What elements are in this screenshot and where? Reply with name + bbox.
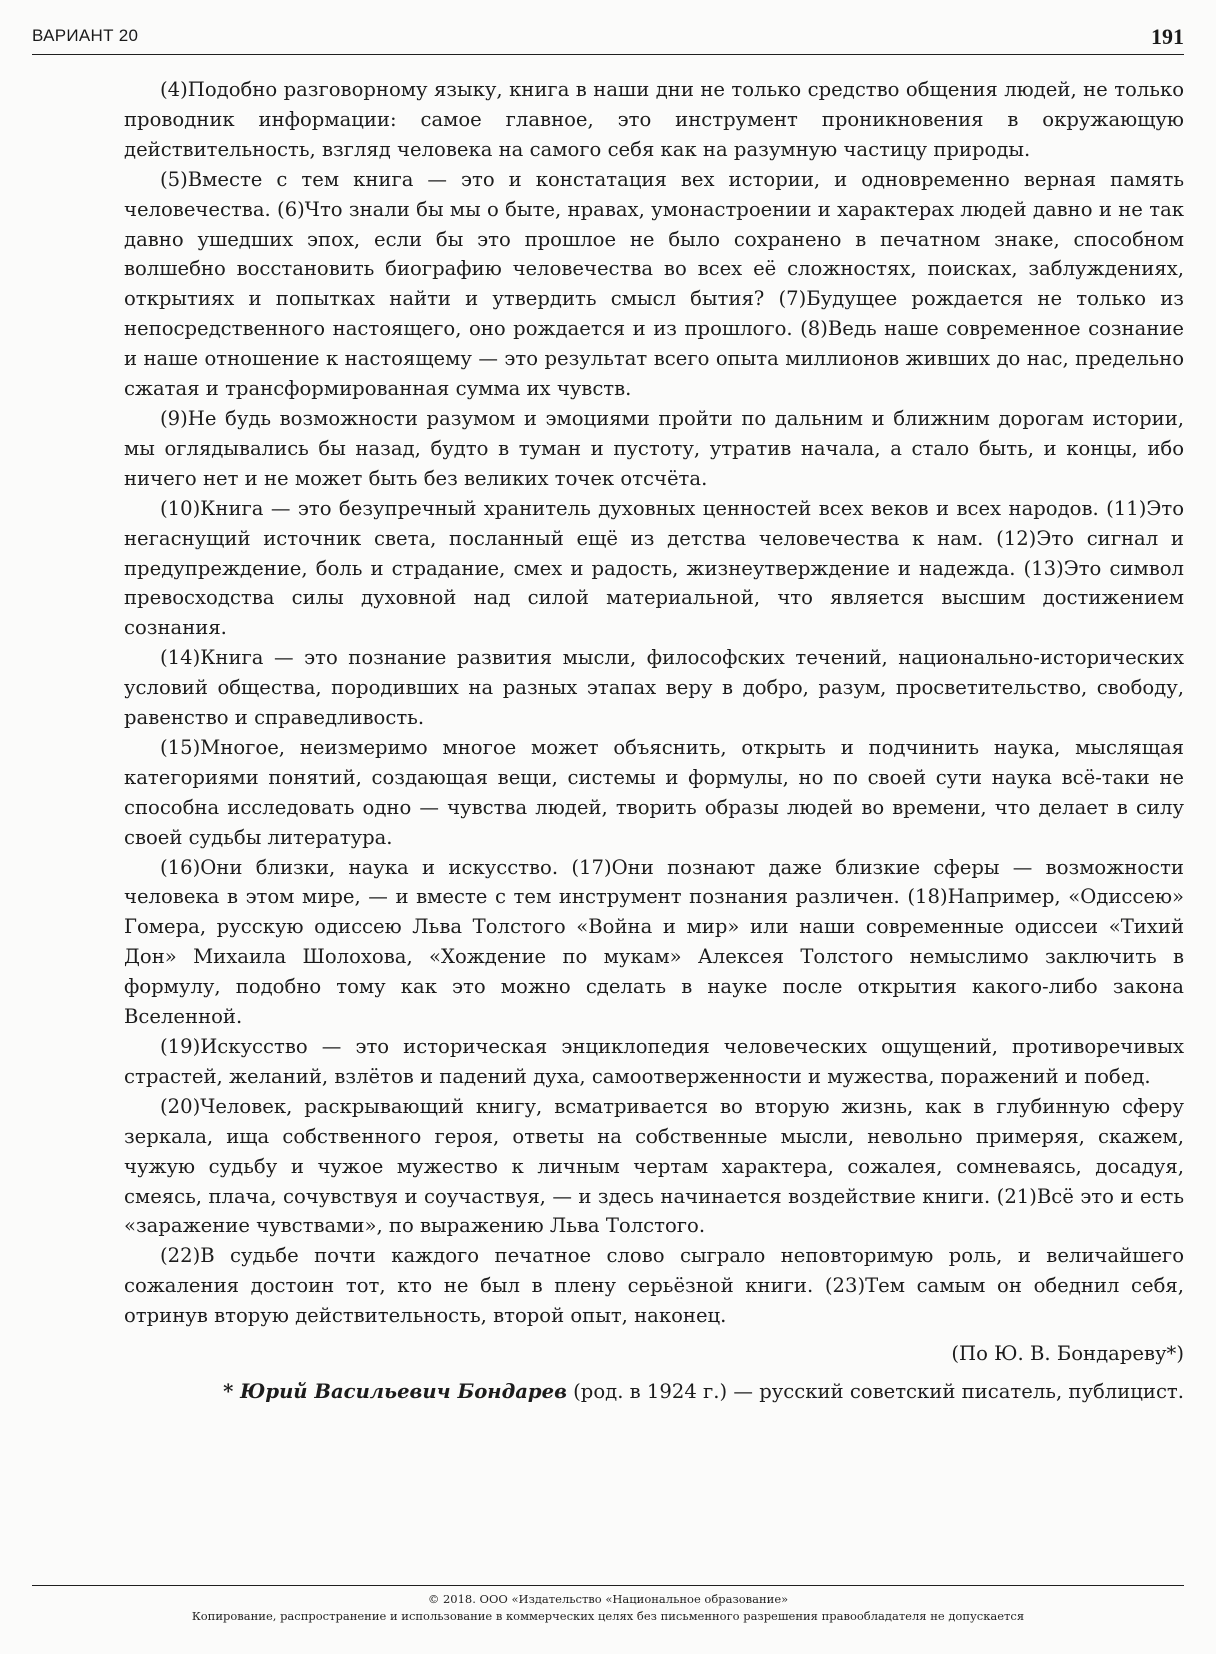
paragraph-15: (15)Многое, неизмеримо многое может объяснить, открыть и подчинить наука, мыслящая категориями понятий, создающая вещи, системы и формулы, но по своей сути наука всё-таки не способна исследовать одно — чувства людей, творить образы людей во времени, что делает в силу своей судьбы литература. — [124, 735, 1184, 849]
paragraph-22-23: (22)В судьбе почти каждого печатное слово сыграло неповторимую роль, и величайшего сожаления достоин тот, кто не был в плену серьёзной книги. (23)Тем самым он обеднил себя, отринув вторую действительность, второй опыт, наконец. — [124, 1244, 1184, 1328]
page-footer — [32, 1591, 1184, 1625]
header-divider — [32, 54, 1184, 55]
page-header — [32, 18, 1184, 54]
author-footnote — [124, 1377, 1184, 1407]
paragraph-14: (14)Книга — это познание развития мысли, философских течений, национально-исторических условий общества, породивших на разных этапах веру в добро, разум, просветительство, свободу, равенство и справедливость. — [124, 646, 1184, 730]
source-attribution: (По Ю. В. Бондареву*) — [951, 1342, 1184, 1366]
paragraph-10-13: (10)Книга — это безупречный хранитель духовных ценностей всех веков и всех народов. (11)Это негаснущий источник света, посланный ещё из детства человечества к нам. (12)Это сигнал и предупреждение, боль и страдание, смех и радость, жизнеутверждение и надежда. (13)Это символ превосходства силы духовной над силой материальной, что является высшим достижением сознания. — [124, 496, 1184, 640]
page-number: 191 — [1151, 24, 1184, 49]
text-body — [124, 75, 1184, 1407]
paragraph-5-8: (5)Вместе с тем книга — это и констатация вех истории, и одновременно верная память человечества. (6)Что знали бы мы о быте, нравах, умонастроении и характерах людей давно и не так давно ушедших эпох, если бы это прошлое не было сохранено в печатном знаке, способном волшебно восстановить биографию человечества во всех её сложностях, поисках, заблуждениях, открытиях и попытках найти и утвердить смысл бытия? (7)Будущее рождается не только из непосредственного настоящего, оно рождается и из прошлого. (8)Ведь наше современное сознание и наше отношение к настоящему — это результат всего опыта миллионов живших до нас, предельно сжатая и трансформированная сумма их чувств. — [124, 167, 1184, 401]
paragraph-9: (9)Не будь возможности разумом и эмоциями пройти по дальним и ближним дорогам истории, мы оглядывались бы назад, будто в туман и пустоту, утратив начала, а стало быть, и концы, ибо ничего нет и не может быть без великих точек отсчёта. — [124, 406, 1184, 490]
variant-label: ВАРИАНТ 20 — [32, 26, 139, 45]
copyright-line: © 2018. ООО «Издательство «Национальное образование» — [427, 1592, 789, 1606]
copyright-notice: Копирование, распространение и использование в коммерческих целях без письменного разрешения правообладателя не допускается — [191, 1609, 1025, 1623]
footer-divider — [32, 1585, 1184, 1586]
paragraph-20-21: (20)Человек, раскрывающий книгу, всматривается во вторую жизнь, как в глубинную сферу зеркала, ища собственного героя, ответы на собственные мысли, невольно примеряя, скажем, чужую судьбу и чужое мужество к личным чертам характера, сожалея, сомневаясь, досадуя, смеясь, плача, сочувствуя и соучаствуя, — и здесь начинается воздействие книги. (21)Всё это и есть «заражение чувствами», по выражению Льва Толстого. — [124, 1094, 1184, 1238]
author-details: (род. в 1924 г.) — русский советский писатель, публицист. — [566, 1379, 1184, 1403]
author-name: * Юрий Васильевич Бондарев — [223, 1379, 567, 1403]
paragraph-4: (4)Подобно разговорному языку, книга в наши дни не только средство общения людей, не только проводник информации: самое главное, это инструмент проникновения в окружающую действительность, взгляд человека на самого себя как на разумную частицу природы. — [124, 78, 1184, 161]
paragraph-19: (19)Искусство — это историческая энциклопедия человеческих ощущений, противоречивых страстей, желаний, взлётов и падений духа, самоотверженности и мужества, поражений и побед. — [124, 1035, 1184, 1088]
paragraph-16-18: (16)Они близки, наука и искусство. (17)Они познают даже близкие сферы — возможности человека в этом мире, — и вместе с тем инструмент познания различен. (18)Например, «Одиссею» Гомера, русскую одиссею Льва Толстого «Война и мир» или наши современные одиссеи «Тихий Дон» Михаила Шолохова, «Хождение по мукам» Алексея Толстого немыслимо заключить в формулу, подобно тому как это можно сделать в науке после открытия какого-либо закона Вселенной. — [124, 855, 1184, 1029]
